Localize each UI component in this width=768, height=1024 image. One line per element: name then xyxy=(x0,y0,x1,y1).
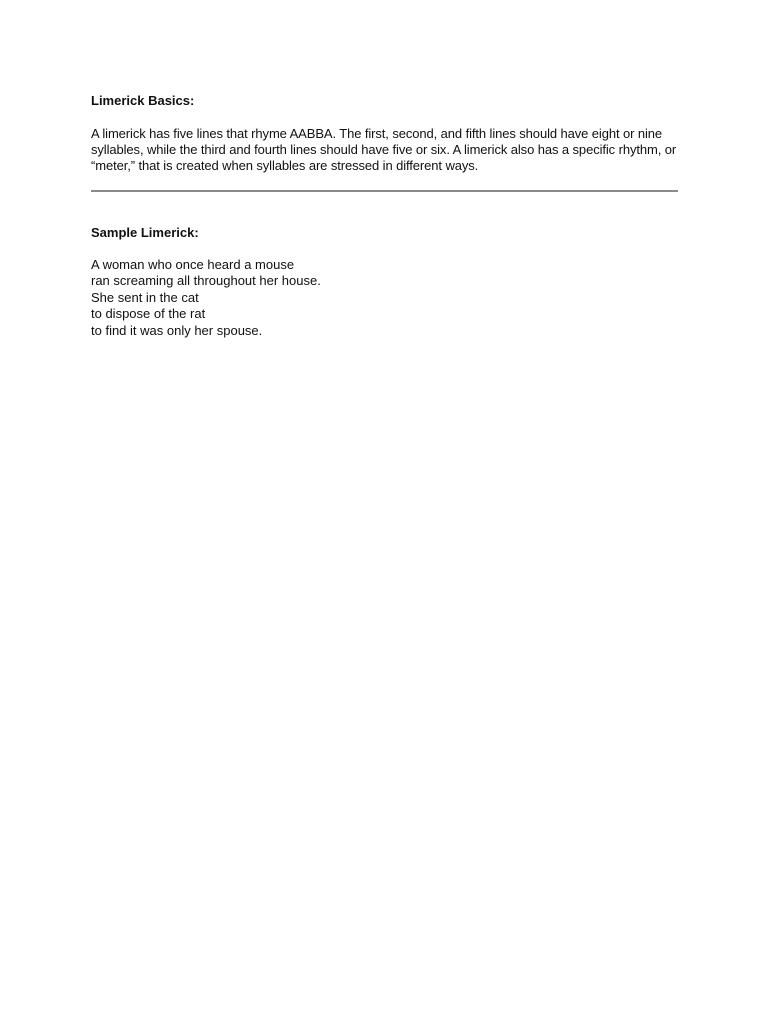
sample-limerick-poem xyxy=(91,257,321,339)
section-divider xyxy=(91,190,678,192)
sample-limerick-heading: Sample Limerick: xyxy=(91,225,199,240)
poem-line: to find it was only her spouse. xyxy=(91,322,263,338)
poem-line: ran screaming all throughout her house. xyxy=(91,273,321,289)
poem-line: She sent in the cat xyxy=(91,289,199,305)
poem-line: to dispose of the rat xyxy=(91,306,206,322)
limerick-basics-heading: Limerick Basics: xyxy=(91,93,195,108)
limerick-basics-paragraph: A limerick has five lines that rhyme AABBA. The first, second, and fifth lines should have eight or nine syllables, while the third and fourth lines should have five or six. A limerick also has a specific rhythm, or “meter,” that is created when syllables are stressed in different ways. xyxy=(91,126,677,173)
poem-line: A woman who once heard a mouse xyxy=(91,257,295,272)
